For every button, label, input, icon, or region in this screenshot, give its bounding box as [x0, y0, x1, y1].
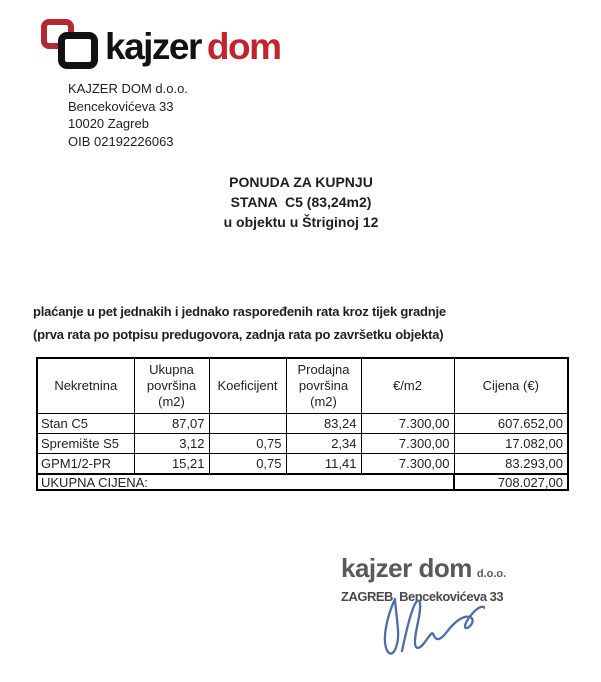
logo-black-square-icon — [58, 32, 98, 69]
title-line-3: u objektu u Štriginoj 12 — [223, 214, 379, 230]
logo-squares-icon — [41, 19, 101, 75]
total-value-cell: 708.027,00 — [454, 474, 568, 490]
cell-name: GPM1/2-PR — [37, 454, 134, 475]
title-line-1: PONUDA ZA KUPNJU — [229, 174, 373, 190]
cell-prodajna: 2,34 — [286, 434, 361, 454]
cell-name: Stan C5 — [37, 414, 134, 434]
table-row-spremiste-s5 — [37, 434, 568, 454]
stamp-address: ZAGREB, Bencekovićeva 33 — [341, 589, 504, 604]
company-street: Bencekovićeva 33 — [68, 98, 174, 114]
table-row-gpm — [37, 454, 568, 475]
cell-cijena: 607.652,00 — [454, 414, 568, 434]
cell-eur-m2: 7.300,00 — [361, 414, 454, 434]
cell-prodajna: 83,24 — [286, 414, 361, 434]
payment-terms — [33, 301, 446, 346]
table-total-row — [37, 474, 568, 490]
cell-koeficijent: 0,75 — [209, 434, 286, 454]
payment-line-1: plaćanje u pet jednakih i jednako raspoređenih rata kroz tijek gradnje — [33, 304, 446, 319]
table-header-row — [37, 358, 568, 414]
header-nekretnina: Nekretnina — [37, 358, 134, 414]
total-label-cell: UKUPNA CIJENA: — [37, 474, 454, 490]
offer-table — [36, 357, 569, 491]
header-ukupna-povrsina: Ukupna površina (m2) — [134, 358, 209, 414]
stamp-company-suffix: d.o.o. — [476, 568, 507, 580]
company-info — [68, 80, 188, 150]
cell-eur-m2: 7.300,00 — [361, 434, 454, 454]
company-name: KAJZER DOM d.o.o. — [68, 81, 188, 96]
logo-word-kajzer: kajzer — [105, 26, 201, 67]
cell-ukupna: 15,21 — [134, 454, 209, 475]
offer-title — [181, 172, 421, 232]
cell-koeficijent — [209, 414, 286, 434]
header-koeficijent: Koeficijent — [209, 358, 286, 414]
logo-text — [105, 19, 281, 75]
company-city: 10020 Zagreb — [68, 116, 149, 131]
logo — [41, 19, 361, 75]
header-cijena: Cijena (€) — [454, 358, 568, 414]
cell-ukupna: 3,12 — [134, 434, 209, 454]
cell-ukupna: 87,07 — [134, 414, 209, 434]
header-eur-m2: €/m2 — [361, 358, 454, 414]
cell-cijena: 83.293,00 — [454, 454, 568, 475]
table-row-stan-c5 — [37, 414, 568, 434]
cell-prodajna: 11,41 — [286, 454, 361, 475]
company-oib: OIB 02192226063 — [68, 133, 174, 149]
header-prodajna-povrsina: Prodajna površina (m2) — [286, 358, 361, 414]
signature-stroke — [385, 599, 485, 654]
payment-line-2: (prva rata po potpisu predugovora, zadnja rata po završetku objekta) — [33, 326, 444, 342]
cell-eur-m2: 7.300,00 — [361, 454, 454, 475]
signature — [375, 594, 485, 660]
stamp-company-line — [341, 554, 506, 588]
cell-koeficijent: 0,75 — [209, 454, 286, 475]
stamp-company-name: kajzer dom — [341, 553, 472, 583]
title-line-2: STANA C5 (83,24m2) — [230, 194, 372, 210]
logo-word-dom: dom — [206, 26, 281, 67]
cell-name: Spremište S5 — [37, 434, 134, 454]
cell-cijena: 17.082,00 — [454, 434, 568, 454]
